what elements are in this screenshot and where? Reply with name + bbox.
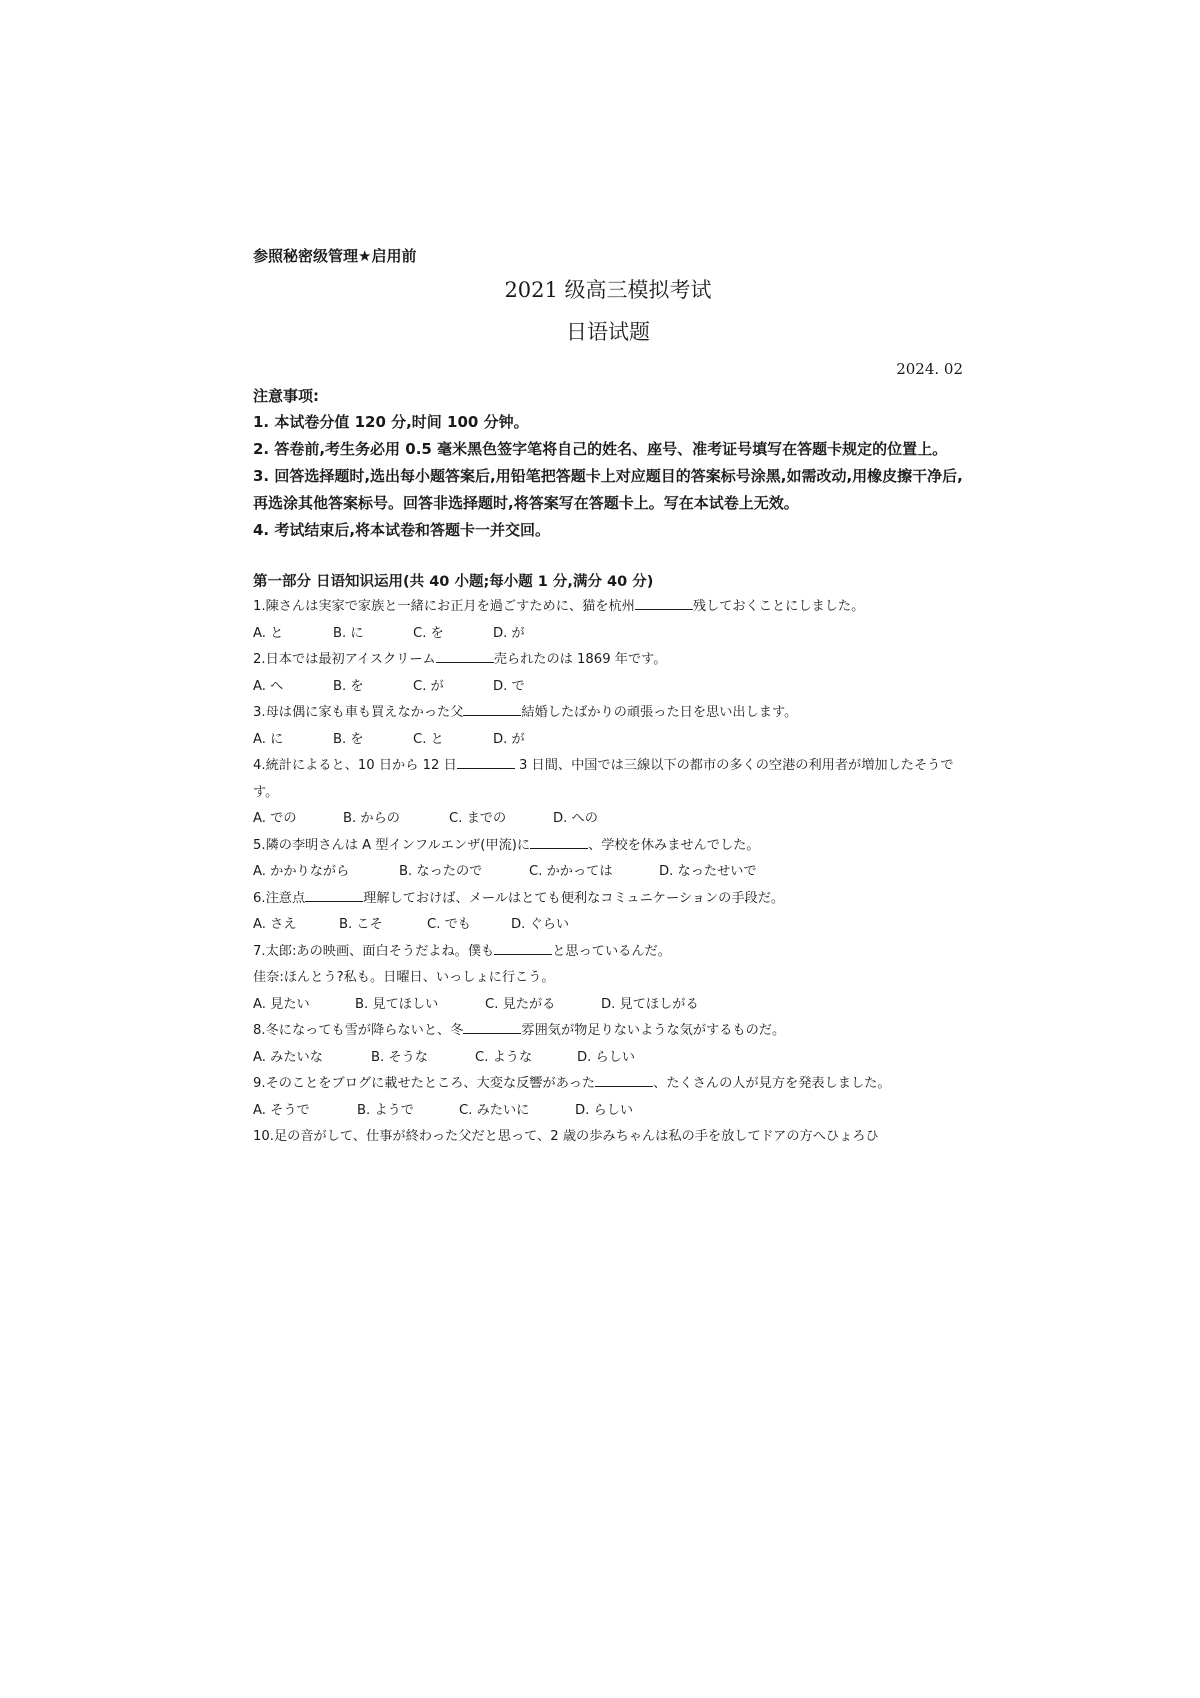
answer-option: C. を (413, 625, 444, 641)
question-stem: 2.日本では最初アイスクリーム (253, 652, 436, 667)
exam-title: 2021 级高三模拟考试 (504, 278, 712, 302)
question-stem: 4.統計によると、10 日から 12 日 (253, 758, 457, 773)
notice-item: 3. 回答选择题时,选出每小题答案后,用铅笔把答题卡上对应题目的答案标号涂黑,如需改动,用橡皮擦干净后,再选涂其他答案标号。回答非选择题时,将答案写在答题卡上。写在本试卷上无效。 (253, 467, 963, 512)
answer-blank (436, 648, 494, 663)
section-heading: 第一部分 日语知识运用(共 40 小题;每小题 1 分,满分 40 分) (253, 574, 654, 590)
answer-blank (457, 754, 515, 769)
question-item (253, 1124, 963, 1151)
option-row (253, 1098, 963, 1125)
question-stem: 6.注意点 (253, 890, 306, 906)
notice-item: 4. 考试结束后,将本试卷和答题卡一并交回。 (253, 521, 551, 539)
question-stem: 9.そのことをブログに載せたところ、大変な反響があった (253, 1076, 596, 1091)
question-text (253, 1124, 963, 1151)
question-stem: 7.太郎:あの映画、面白そうだよね。僕も (253, 943, 495, 959)
question-stem-end: 売られたのは 1869 年です。 (493, 652, 667, 667)
answer-option: D. らしい (577, 1049, 636, 1065)
answer-option: B. こそ (339, 917, 383, 932)
answer-option: D. への (553, 811, 598, 826)
answer-option: A. に (253, 731, 284, 747)
question-stem: 1.陳さんは実家で家族と一緒にお正月を過ごすために、猫を杭州 (253, 599, 635, 614)
exam-subtitle: 日语试题 (566, 320, 650, 344)
option-row (253, 912, 963, 939)
question-item (253, 647, 963, 700)
option-row (253, 1045, 963, 1072)
question-item (253, 939, 963, 1019)
question-stem-end: 3 日間、中国では三線以下の都市の多くの空港の利用者が増加したそうです。 (253, 758, 954, 800)
option-row (253, 674, 963, 701)
question-list (253, 594, 963, 1151)
answer-option: B. そうな (371, 1049, 428, 1065)
question-stem-end: 雰囲気が物足りないような気がするものだ。 (521, 1023, 786, 1038)
answer-option: B. を (333, 678, 364, 694)
question-text (253, 939, 963, 966)
notice-heading: 注意事项: (253, 387, 319, 405)
question-text (253, 1071, 963, 1098)
question-stem-end: 、学校を休みませんでした。 (588, 837, 760, 853)
answer-option: D. で (493, 678, 525, 694)
exam-date: 2024. 02 (896, 360, 963, 378)
answer-option: C. までの (449, 811, 507, 826)
question-stem-end: 残しておくことにしました。 (692, 599, 865, 614)
answer-option: B. からの (343, 811, 400, 826)
answer-option: A. での (253, 811, 297, 826)
question-item (253, 594, 963, 647)
question-item (253, 886, 963, 939)
question-item (253, 700, 963, 753)
option-row (253, 806, 963, 833)
answer-option: A. さえ (253, 917, 297, 932)
answer-option: C. と (413, 731, 444, 747)
option-row (253, 992, 963, 1019)
question-item (253, 753, 963, 833)
question-text (253, 700, 963, 727)
answer-option: B. ようで (357, 1102, 414, 1118)
answer-option: D. なったせいで (659, 864, 757, 879)
question-stem: 3.母は偶に家も車も買えなかった父 (253, 705, 464, 720)
answer-blank (494, 940, 552, 955)
answer-option: D. らしい (575, 1102, 634, 1118)
classification-label: 参照秘密级管理★启用前 (253, 247, 417, 265)
answer-option: C. 見たがる (485, 996, 556, 1012)
question-text (253, 1018, 963, 1045)
question-text (253, 753, 963, 806)
answer-option: A. 見たい (253, 996, 310, 1012)
answer-blank (463, 701, 521, 716)
answer-option: C. かかっては (529, 864, 613, 879)
question-stem: 10.足の音がして、仕事が終わった父だと思って、2 歳の歩みちゃんは私の手を放してドアの方へひょろひ (253, 1129, 879, 1144)
option-row (253, 621, 963, 648)
option-row (253, 727, 963, 754)
answer-option: A. へ (253, 678, 284, 694)
answer-option: B. 見てほしい (355, 996, 439, 1012)
question-text (253, 833, 963, 860)
question-item (253, 1071, 963, 1124)
answer-blank (305, 887, 363, 902)
answer-option: C. でも (427, 917, 471, 932)
answer-option: C. みたいに (459, 1102, 530, 1118)
question-text (253, 886, 963, 913)
answer-option: D. が (493, 625, 525, 641)
answer-blank (635, 595, 693, 610)
answer-option: A. と (253, 625, 284, 641)
question-stem-end: 結婚したばかりの頑張った日を思い出します。 (521, 705, 798, 720)
question-stem: 8.冬になっても雪が降らないと、冬 (253, 1023, 464, 1038)
question-item (253, 1018, 963, 1071)
answer-option: A. かかりながら (253, 864, 350, 879)
question-text (253, 594, 963, 621)
answer-option: C. が (413, 678, 444, 694)
answer-option: A. そうで (253, 1102, 310, 1118)
notice-item: 1. 本试卷分值 120 分,时间 100 分钟。 (253, 413, 529, 431)
answer-option: A. みたいな (253, 1049, 323, 1065)
exam-page (253, 244, 963, 1151)
question-stem: 5.隣の李明さんは A 型インフルエンザ(甲流)に (253, 837, 531, 853)
answer-option: D. 見てほしがる (601, 996, 699, 1012)
question-dialogue-line: 佳奈:ほんとう?私も。日曜日、いっしょに行こう。 (253, 970, 555, 985)
answer-option: D. が (493, 731, 525, 747)
question-stem-end: 理解しておけば、メールはとても便利なコミュニケーションの手段だ。 (363, 890, 785, 906)
answer-option: D. ぐらい (511, 917, 570, 932)
answer-option: B. を (333, 731, 364, 747)
answer-blank (530, 834, 588, 849)
answer-option: B. なったので (399, 864, 483, 879)
answer-option: C. ような (475, 1049, 533, 1065)
answer-option: B. に (333, 625, 364, 641)
answer-blank (595, 1072, 653, 1087)
notice-item: 2. 答卷前,考生务必用 0.5 毫米黑色签字笔将自己的姓名、座号、准考证号填写在答题卡规定的位置上。 (253, 440, 948, 458)
question-text (253, 647, 963, 674)
question-stem-end: 、たくさんの人が見方を発表しました。 (653, 1076, 891, 1091)
question-stem-end: と思っているんだ。 (552, 943, 671, 959)
question-item (253, 833, 963, 886)
option-row (253, 859, 963, 886)
answer-blank (463, 1019, 521, 1034)
